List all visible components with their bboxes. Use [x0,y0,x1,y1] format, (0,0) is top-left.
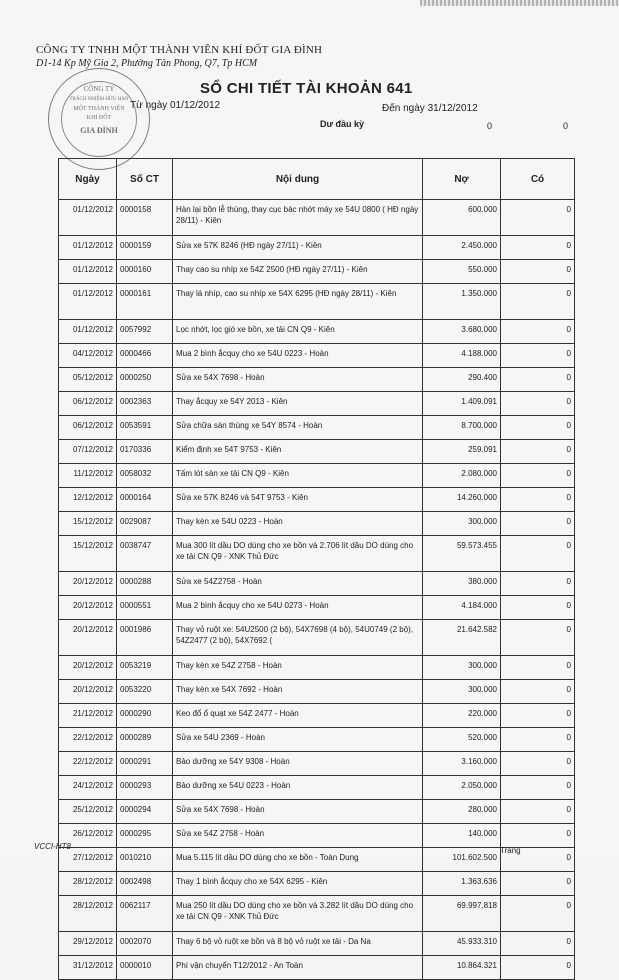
table-row [59,824,575,848]
table-row [59,488,575,512]
page-title: SỔ CHI TIẾT TÀI KHOẢN 641 [200,80,413,97]
cell-debit: 380.000 [423,572,501,596]
cell-debit: 220.000 [423,704,501,728]
cell-date: 20/12/2012 [59,572,117,596]
cell-doc: 0000293 [117,776,173,800]
cell-desc: Thay vỏ ruột xe: 54U2500 (2 bộ), 54X7698 (4 bộ), 54U0749 (2 bộ), 54Z2477 (2 bộ), 54X7692 ( [173,620,423,656]
cell-doc: 0001986 [117,620,173,656]
cell-doc: 0000294 [117,800,173,824]
table-row [59,932,575,956]
cell-doc: 0000466 [117,344,173,368]
table-row [59,416,575,440]
cell-doc: 0058032 [117,464,173,488]
cell-credit: 0 [501,440,575,464]
cell-debit: 520.000 [423,728,501,752]
cell-debit: 8.700.000 [423,416,501,440]
cell-debit: 2.080.000 [423,464,501,488]
table-row [59,200,575,236]
cell-debit: 1.409.091 [423,392,501,416]
cell-date: 04/12/2012 [59,344,117,368]
cell-desc: Kiểm định xe 54T 9753 - Kiên [173,440,423,464]
seal-text-1: CÔNG TY [83,85,115,93]
cell-desc: Thay ắcquy xe 54Y 2013 - Kiên [173,392,423,416]
cell-date: 20/12/2012 [59,680,117,704]
cell-debit: 10.864.321 [423,956,501,980]
cell-date: 31/12/2012 [59,956,117,980]
cell-debit: 14.260.000 [423,488,501,512]
table-row [59,704,575,728]
cell-doc: 0057992 [117,320,173,344]
cell-debit: 2.050.000 [423,776,501,800]
company-name: CÔNG TY TNHH MỘT THÀNH VIÊN KHÍ ĐỐT GIA ĐÌNH [36,44,323,56]
cell-desc: Sửa xe 54Z2758 - Hoàn [173,572,423,596]
cell-date: 07/12/2012 [59,440,117,464]
col-debit-header: Nợ [423,159,501,200]
cell-debit: 21.642.582 [423,620,501,656]
table-row [59,596,575,620]
cell-desc: Sửa xe 54X 7698 - Hoàn [173,800,423,824]
cell-date: 01/12/2012 [59,236,117,260]
opening-balance-label: Dư đầu kỳ [320,119,365,129]
cell-doc: 0000250 [117,368,173,392]
table-row [59,680,575,704]
col-credit-header: Có [501,159,575,200]
footer-page-label: Trang [500,846,521,855]
table-row [59,656,575,680]
cell-doc: 0000295 [117,824,173,848]
cell-debit: 59.573.455 [423,536,501,572]
col-doc-header: Số CT [117,159,173,200]
cell-credit: 0 [501,344,575,368]
cell-credit: 0 [501,704,575,728]
cell-date: 11/12/2012 [59,464,117,488]
cell-doc: 0000288 [117,572,173,596]
cell-date: 26/12/2012 [59,824,117,848]
cell-desc: Sửa xe 57K 8246 và 54T 9753 - Kiên [173,488,423,512]
cell-debit: 4.188.000 [423,344,501,368]
cell-desc: Thay cao su nhíp xe 54Z 2500 (HĐ ngày 27/11) - Kiên [173,260,423,284]
cell-debit: 300.000 [423,656,501,680]
cell-doc: 0062117 [117,896,173,932]
table-row [59,464,575,488]
cell-credit: 0 [501,896,575,932]
cell-credit: 0 [501,368,575,392]
cell-date: 01/12/2012 [59,260,117,284]
table-row [59,284,575,320]
scan-edge [420,0,619,6]
cell-debit: 300.000 [423,680,501,704]
cell-doc: 0053591 [117,416,173,440]
cell-debit: 140.000 [423,824,501,848]
cell-credit: 0 [501,488,575,512]
ledger-body [59,200,575,980]
seal-text-4: KHÍ ĐỐT [86,115,112,121]
table-row [59,344,575,368]
cell-debit: 3.160.000 [423,752,501,776]
cell-date: 22/12/2012 [59,752,117,776]
cell-doc: 0000291 [117,752,173,776]
seal-text-2: TRÁCH NHIỆM HỮU HẠN [69,97,129,102]
cell-credit: 0 [501,284,575,320]
cell-doc: 0002498 [117,872,173,896]
table-header-row [59,159,575,200]
table-row [59,620,575,656]
cell-debit: 69.997.818 [423,896,501,932]
cell-doc: 0000164 [117,488,173,512]
col-date-header: Ngày [59,159,117,200]
company-seal [48,68,150,170]
cell-date: 05/12/2012 [59,368,117,392]
cell-desc: Bảo dưỡng xe 54U 0223 - Hoàn [173,776,423,800]
table-row [59,728,575,752]
cell-debit: 1.350.000 [423,284,501,320]
cell-credit: 0 [501,656,575,680]
cell-desc: Sửa chữa sàn thùng xe 54Y 8574 - Hoàn [173,416,423,440]
cell-credit: 0 [501,824,575,848]
cell-desc: Thay 1 bình ắcquy cho xe 54X 6295 - Kiên [173,872,423,896]
cell-debit: 3.680.000 [423,320,501,344]
cell-date: 20/12/2012 [59,656,117,680]
cell-desc: Mua 5.115 lít dầu DO dùng cho xe bồn - Toàn Dung [173,848,423,872]
cell-desc: Phí vận chuyển T12/2012 - An Toàn [173,956,423,980]
table-row [59,956,575,980]
table-row [59,236,575,260]
cell-desc: Bảo dưỡng xe 54Y 9308 - Hoàn [173,752,423,776]
cell-date: 12/12/2012 [59,488,117,512]
cell-doc: 0000289 [117,728,173,752]
cell-desc: Lọc nhớt, lọc gió xe bồn, xe tải CN Q9 - Kiên [173,320,423,344]
cell-desc: Thay kèn xe 54Z 2758 - Hoàn [173,656,423,680]
table-row [59,512,575,536]
cell-credit: 0 [501,392,575,416]
cell-doc: 0000010 [117,956,173,980]
cell-doc: 0010210 [117,848,173,872]
cell-debit: 600.000 [423,200,501,236]
cell-credit: 0 [501,572,575,596]
cell-credit: 0 [501,320,575,344]
table-row [59,392,575,416]
cell-date: 20/12/2012 [59,596,117,620]
cell-desc: Mua 2 bình ắcquy cho xe 54U 0223 - Hoàn [173,344,423,368]
cell-doc: 0000160 [117,260,173,284]
cell-desc: Mua 2 bình ắcquy cho xe 54U 0273 - Hoàn [173,596,423,620]
cell-credit: 0 [501,776,575,800]
cell-debit: 550.000 [423,260,501,284]
cell-doc: 0053220 [117,680,173,704]
cell-doc: 0000290 [117,704,173,728]
cell-credit: 0 [501,416,575,440]
cell-doc: 0170336 [117,440,173,464]
cell-doc: 0000161 [117,284,173,320]
cell-doc: 0000551 [117,596,173,620]
cell-date: 01/12/2012 [59,200,117,236]
cell-desc: Hàn lại bồn lễ thùng, thay cục bác nhớt máy xe 54U 0800 ( HĐ ngày 28/11) - Kiên [173,200,423,236]
cell-doc: 0038747 [117,536,173,572]
opening-debit: 0 [486,121,492,131]
cell-desc: Keo đổ ổ quạt xe 54Z 2477 - Hoàn [173,704,423,728]
cell-credit: 0 [501,728,575,752]
cell-credit: 0 [501,932,575,956]
cell-desc: Thay kèn xe 54X 7692 - Hoàn [173,680,423,704]
cell-date: 20/12/2012 [59,620,117,656]
cell-desc: Sửa xe 54U 2369 - Hoàn [173,728,423,752]
footer-code: VCCI-HT8 [34,842,71,851]
cell-debit: 2.450.000 [423,236,501,260]
table-row [59,752,575,776]
cell-date: 06/12/2012 [59,392,117,416]
table-row [59,848,575,872]
table-row [59,572,575,596]
cell-credit: 0 [501,800,575,824]
cell-date: 27/12/2012 [59,848,117,872]
cell-desc: Mua 250 lít dầu DO dùng cho xe bồn và 3.282 lít dầu DO dùng cho xe tải CN Q9 - XNK Thủ Đức [173,896,423,932]
cell-credit: 0 [501,464,575,488]
cell-desc: Sửa xe 54Z 2758 - Hoàn [173,824,423,848]
cell-date: 28/12/2012 [59,872,117,896]
cell-date: 29/12/2012 [59,932,117,956]
cell-desc: Tấm lót sàn xe tải CN Q9 - Kiên [173,464,423,488]
table-row [59,260,575,284]
cell-date: 01/12/2012 [59,320,117,344]
cell-date: 22/12/2012 [59,728,117,752]
seal-text-5: GIA ĐÌNH [80,126,118,135]
cell-credit: 0 [501,236,575,260]
cell-credit: 0 [501,200,575,236]
cell-doc: 0000159 [117,236,173,260]
table-row [59,872,575,896]
cell-date: 25/12/2012 [59,800,117,824]
cell-credit: 0 [501,956,575,980]
cell-date: 15/12/2012 [59,536,117,572]
opening-credit: 0 [562,121,568,131]
from-date: Từ ngày 01/12/2012 [130,100,221,111]
col-desc-header: Nội dung [173,159,423,200]
cell-credit: 0 [501,848,575,872]
cell-desc: Thay 6 bộ vỏ ruột xe bồn và 8 bộ vỏ ruột xe tải - Da Na [173,932,423,956]
cell-date: 01/12/2012 [59,284,117,320]
cell-debit: 1.363.636 [423,872,501,896]
cell-credit: 0 [501,512,575,536]
table-row [59,896,575,932]
cell-desc: Sửa xe 57K 8246 (HĐ ngày 27/11) - Kiên [173,236,423,260]
ledger-table [58,158,575,980]
cell-desc: Sửa xe 54X 7698 - Hoàn [173,368,423,392]
cell-date: 06/12/2012 [59,416,117,440]
cell-doc: 0000158 [117,200,173,236]
cell-date: 21/12/2012 [59,704,117,728]
cell-debit: 45.933.310 [423,932,501,956]
table-row [59,320,575,344]
table-row [59,776,575,800]
cell-credit: 0 [501,872,575,896]
cell-debit: 101.602.500 [423,848,501,872]
cell-debit: 280.000 [423,800,501,824]
cell-credit: 0 [501,596,575,620]
cell-debit: 259.091 [423,440,501,464]
cell-desc: Thay lá nhíp, cao su nhíp xe 54X 6295 (HĐ ngày 28/11) - Kiên [173,284,423,320]
cell-desc: Thay kèn xe 54U 0223 - Hoàn [173,512,423,536]
cell-credit: 0 [501,620,575,656]
cell-doc: 0053219 [117,656,173,680]
seal-text-3: MỘT THÀNH VIÊN [73,106,125,112]
company-address: D1-14 Kp Mỹ Gia 2, Phường Tân Phong, Q7, Tp HCM [36,58,258,69]
to-date: Đến ngày 31/12/2012 [382,103,478,114]
cell-date: 15/12/2012 [59,512,117,536]
cell-credit: 0 [501,260,575,284]
cell-date: 28/12/2012 [59,896,117,932]
cell-debit: 300.000 [423,512,501,536]
table-row [59,536,575,572]
table-row [59,800,575,824]
cell-date: 24/12/2012 [59,776,117,800]
cell-doc: 0029087 [117,512,173,536]
cell-doc: 0002070 [117,932,173,956]
cell-debit: 290.400 [423,368,501,392]
cell-desc: Mua 300 lít dầu DO dùng cho xe bồn và 2.706 lít dầu DO dùng cho xe tải CN Q9 - XNK Thủ Đức [173,536,423,572]
cell-credit: 0 [501,752,575,776]
cell-credit: 0 [501,536,575,572]
table-row [59,368,575,392]
table-row [59,440,575,464]
cell-debit: 4.184.000 [423,596,501,620]
cell-credit: 0 [501,680,575,704]
cell-doc: 0002363 [117,392,173,416]
